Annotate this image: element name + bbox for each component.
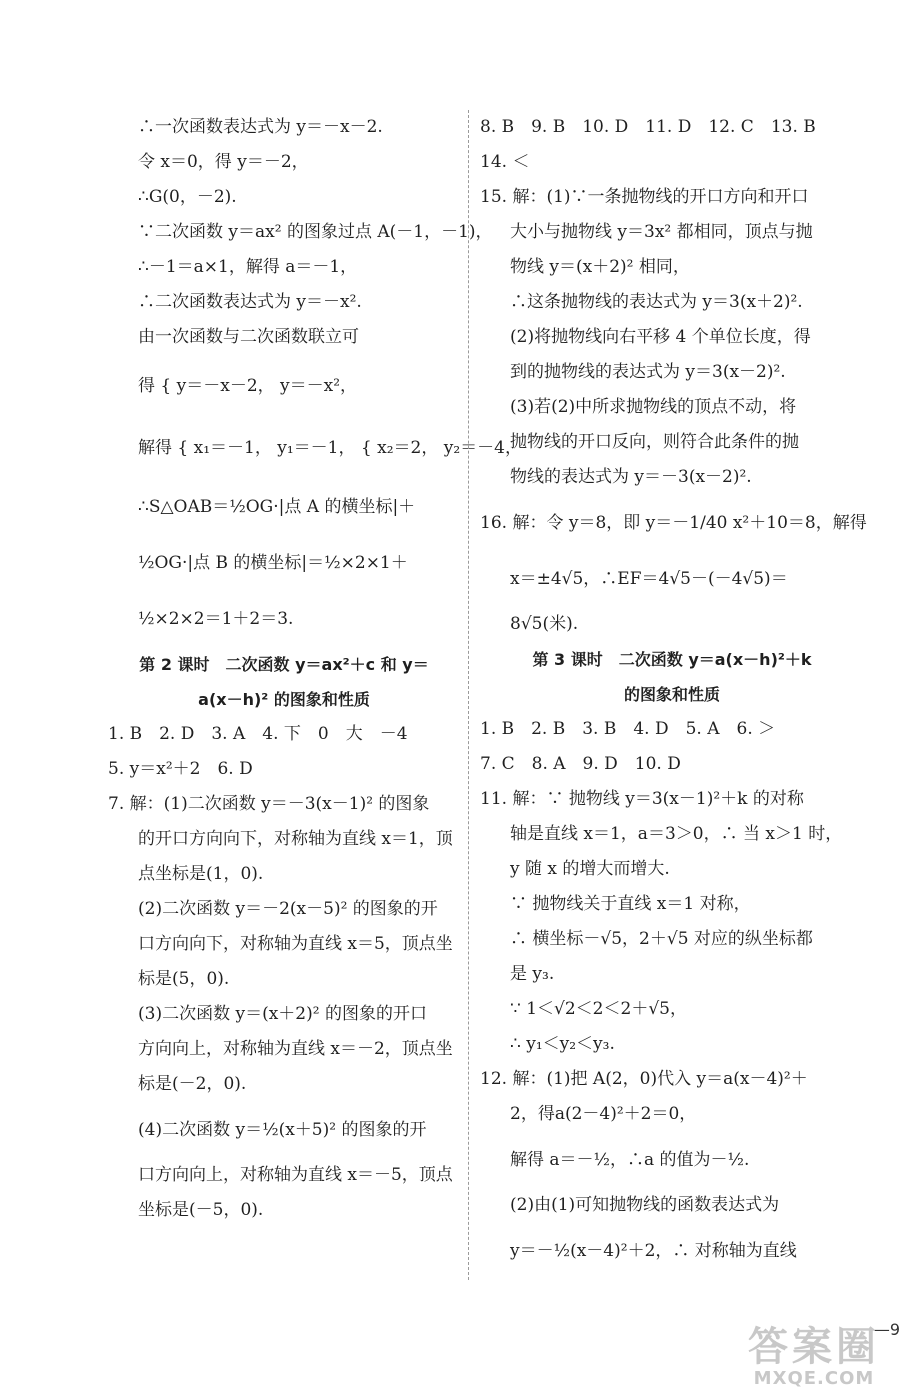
answer-line: y 随 x 的增大而增大.	[510, 859, 670, 879]
section-heading: a(x－h)² 的图象和性质	[198, 690, 370, 709]
answer-line: 物线 y＝(x＋2)² 相同，	[510, 257, 690, 277]
question-line: 16. 解：令 y＝8，即 y＝－1/40 x²＋10＝8，解得	[480, 513, 867, 533]
answer-line: 解得 { x₁＝－1， y₁＝－1， { x₂＝2， y₂＝－4，	[138, 438, 522, 458]
answer-line: 大小与抛物线 y＝3x² 都相同，顶点与抛	[510, 222, 813, 242]
section-heading: 第 3 课时 二次函数 y＝a(x－h)²＋k	[532, 650, 812, 669]
answer-line: 轴是直线 x＝1，a＝3＞0，∴ 当 x＞1 时，	[510, 824, 843, 844]
answer-line: 2，得a(2－4)²＋2＝0，	[510, 1104, 697, 1124]
answer-line: x＝±4√5，∴EF＝4√5－(－4√5)＝	[510, 569, 788, 589]
answer-line: (2)二次函数 y＝－2(x－5)² 的图象的开	[138, 899, 438, 919]
question-line: 7. 解：(1)二次函数 y＝－3(x－1)² 的图象	[108, 794, 430, 814]
answer-line: ∴ 横坐标－√5，2＋√5 对应的纵坐标都	[510, 929, 813, 949]
answer-line: 标是(5，0).	[138, 969, 230, 989]
answer-line: ∴－1＝a×1，解得 a＝－1，	[138, 257, 358, 277]
answer-line: (2)将抛物线向右平移 4 个单位长度，得	[510, 327, 811, 347]
answer-line: 是 y₃.	[510, 964, 555, 984]
section-heading: 的图象和性质	[623, 685, 720, 704]
answer-line: ½×2×2＝1＋2＝3.	[138, 609, 294, 629]
answer-line: 得 { y＝－x－2， y＝－x²，	[138, 376, 358, 396]
answer-line: 点坐标是(1，0).	[138, 864, 264, 884]
answer-line: ∵ 抛物线关于直线 x＝1 对称，	[510, 894, 751, 914]
answer-line: ½OG·|点 B 的横坐标|＝½×2×1＋	[138, 553, 408, 573]
question-line: 15. 解：(1)∵一条抛物线的开口方向和开口	[480, 187, 809, 207]
answer-line: y＝－½(x－4)²＋2，∴ 对称轴为直线	[510, 1241, 797, 1261]
question-line: 1. B 2. D 3. A 4. 下 0 大 －4	[108, 724, 408, 744]
watermark-logo	[748, 1325, 880, 1389]
answer-line: 标是(－2，0).	[138, 1074, 247, 1094]
answer-line: ∴S△OAB＝½OG·|点 A 的横坐标|＋	[138, 497, 416, 517]
answer-line: (3)若(2)中所求抛物线的顶点不动，将	[510, 397, 797, 417]
answer-line: (2)由(1)可知抛物线的函数表达式为	[510, 1195, 780, 1215]
question-line: 7. C 8. A 9. D 10. D	[480, 754, 681, 774]
column-divider	[468, 110, 469, 1280]
question-line: 11. 解：∵ 抛物线 y＝3(x－1)²＋k 的对称	[480, 789, 804, 809]
watermark-title: 答案圈	[748, 1324, 880, 1370]
answer-line: 令 x＝0，得 y＝－2，	[138, 152, 309, 172]
answer-line: ∴ y₁＜y₂＜y₃.	[510, 1034, 615, 1054]
answer-line: ∴一次函数表达式为 y＝－x－2.	[138, 117, 383, 137]
section-heading: 第 2 课时 二次函数 y＝ax²＋c 和 y＝	[139, 655, 429, 674]
answer-line: 由一次函数与二次函数联立可	[138, 327, 359, 347]
answer-line: (3)二次函数 y＝(x＋2)² 的图象的开口	[138, 1004, 427, 1024]
watermark-url: MXQE.COM	[753, 1368, 875, 1389]
answer-line: (4)二次函数 y＝½(x＋5)² 的图象的开	[138, 1120, 427, 1140]
answer-line: 8√5(米).	[510, 614, 579, 634]
right-column	[480, 110, 867, 1279]
answer-line: 物线的表达式为 y＝－3(x－2)².	[510, 467, 752, 487]
answer-line: ∴G(0，－2).	[138, 187, 237, 207]
question-line: 8. B 9. B 10. D 11. D 12. C 13. B	[480, 117, 816, 137]
question-line: 14. ＜	[480, 152, 530, 172]
answer-line: 坐标是(－5，0).	[138, 1200, 264, 1220]
question-line: 12. 解：(1)把 A(2，0)代入 y＝a(x－4)²＋	[480, 1069, 808, 1089]
answer-line: 口方向向上，对称轴为直线 x＝－5，顶点	[138, 1165, 453, 1185]
answer-line: 的开口方向向下，对称轴为直线 x＝1，顶	[138, 829, 453, 849]
question-line: 5. y＝x²＋2 6. D	[108, 759, 253, 779]
answer-line: 到的抛物线的表达式为 y＝3(x－2)².	[510, 362, 786, 382]
answer-line: 口方向向下，对称轴为直线 x＝5，顶点坐	[138, 934, 453, 954]
answer-line: ∵ 1＜√2＜2＜2＋√5，	[510, 999, 687, 1019]
answer-line: ∵二次函数 y＝ax² 的图象过点 A(－1，－1)，	[138, 222, 493, 242]
answer-line: 解得 a＝－½，∴a 的值为－½.	[510, 1150, 750, 1170]
answer-line: ∴这条抛物线的表达式为 y＝3(x＋2)².	[510, 292, 803, 312]
answer-line: ∴二次函数表达式为 y＝－x².	[138, 292, 362, 312]
answer-line: 抛物线的开口反向，则符合此条件的抛	[510, 432, 799, 452]
question-line: 1. B 2. B 3. B 4. D 5. A 6. ＞	[480, 719, 776, 739]
answer-line: 方向向上，对称轴为直线 x＝－2，顶点坐	[138, 1039, 453, 1059]
page-number: —9	[873, 1320, 900, 1339]
